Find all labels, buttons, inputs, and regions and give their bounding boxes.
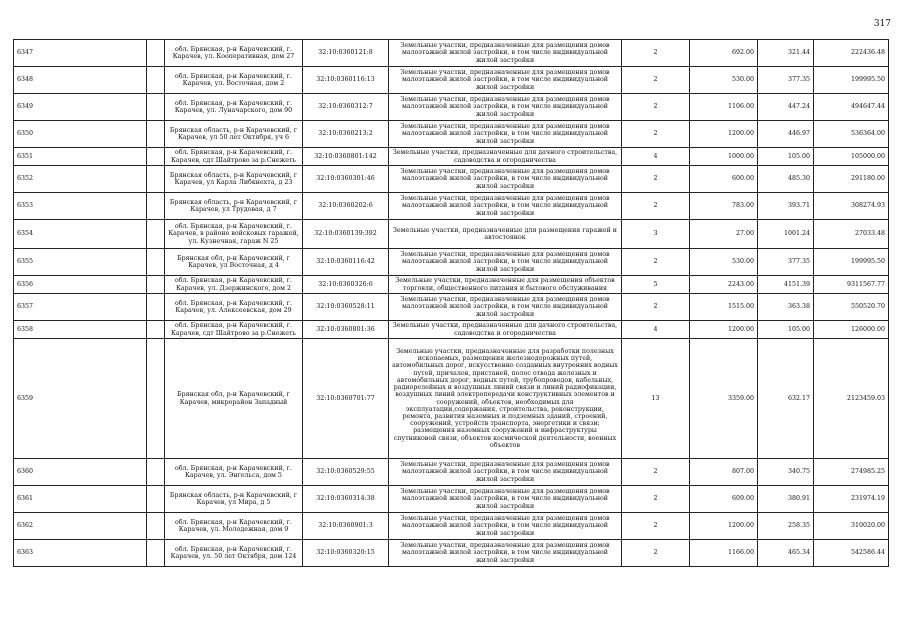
row-land-use: Земельные участки, предназначенные для размещения домов малоэтажной жилой застройки, в том числе индивидуальной жилой застройки: [389, 166, 622, 193]
row-area: 1000.00: [690, 148, 758, 166]
row-specific-value: 377.35: [758, 249, 814, 276]
row-cadastral-number: 32:10:0360801:36: [303, 321, 389, 339]
row-cadastral-value: 274985.25: [814, 459, 889, 486]
row-group: 2: [622, 294, 690, 321]
row-area: 807.00: [690, 459, 758, 486]
row-specific-value: 446.97: [758, 121, 814, 148]
row-cadastral-value: 27033.48: [814, 220, 889, 249]
row-id: 6363: [14, 540, 147, 567]
row-cadastral-value: 126000.00: [814, 321, 889, 339]
row-cadastral-number: 32:10:0360801:142: [303, 148, 389, 166]
row-specific-value: 485.30: [758, 166, 814, 193]
table-row: [14, 249, 889, 276]
row-group: 2: [622, 193, 690, 220]
row-address: обл. Брянская, р-н Карачевский, г. Карачев, ул. Алексеевская, дом 29: [165, 294, 303, 321]
row-blank-cell: [147, 121, 165, 148]
row-cadastral-number: 32:10:0360320:15: [303, 540, 389, 567]
table-row: [14, 294, 889, 321]
row-address: Брянская область, р-н Карачевский, г Карачев, ул Карла Либкнехта, д 23: [165, 166, 303, 193]
table-row: [14, 459, 889, 486]
row-specific-value: 4151.39: [758, 276, 814, 294]
row-specific-value: 258.35: [758, 513, 814, 540]
row-id: 6362: [14, 513, 147, 540]
row-group: 3: [622, 220, 690, 249]
row-group: 13: [622, 339, 690, 459]
table-row: [14, 486, 889, 513]
row-land-use: Земельные участки, предназначенные для разработки полезных ископаемых, размещения железнодорожных путей, автомобильных дорог, искусственно созданных внутренних водных путей, причалов, пристаней, полос отвода железных и автомобильных дорог, водных путей, трубопроводов, кабельных, радиорелейных и воздушных линий связи и линий радиофикации, воздушных линий электропередачи конструктивных элементов и сооружений, объектов, необходимых для эксплуатации,содержания, строительства, реконструкции, ремонта, развития наземных и подземных зданий, строений, сооружений, устройств транспорта, энергетики и связи; размещения наземных сооружений и инфраструктуры спутниковой связи, объектов космической деятельности, военных объектов: [389, 339, 622, 459]
row-area: 783.00: [690, 193, 758, 220]
row-land-use: Земельные участки, предназначенные для размещения объектов торговли, общественного питания и бытового обслуживания: [389, 276, 622, 294]
row-blank-cell: [147, 148, 165, 166]
row-group: 2: [622, 249, 690, 276]
row-blank-cell: [147, 67, 165, 94]
row-address: обл. Брянская, р-н Карачевский, г. Карачев, сдт Шайтрово за р.Снежеть: [165, 321, 303, 339]
row-group: 2: [622, 459, 690, 486]
row-specific-value: 380.91: [758, 486, 814, 513]
row-specific-value: 340.75: [758, 459, 814, 486]
row-specific-value: 632.17: [758, 339, 814, 459]
row-cadastral-number: 32:10:0360116:13: [303, 67, 389, 94]
table-row: [14, 540, 889, 567]
row-land-use: Земельные участки, предназначенные для размещения домов малоэтажной жилой застройки, в том числе индивидуальной жилой застройки: [389, 94, 622, 121]
row-id: 6351: [14, 148, 147, 166]
row-address: Брянская область, р-н Карачевский, г Карачев, ул 50 лет Октября, уч 6: [165, 121, 303, 148]
table-row: [14, 40, 889, 67]
row-id: 6354: [14, 220, 147, 249]
row-address: Брянская область, р-н Карачевский, г Карачев, ул Трудовая, д 7: [165, 193, 303, 220]
row-blank-cell: [147, 339, 165, 459]
row-cadastral-value: 542586.44: [814, 540, 889, 567]
row-land-use: Земельные участки, предназначенные для размещения домов малоэтажной жилой застройки, в том числе индивидуальной жилой застройки: [389, 249, 622, 276]
row-cadastral-number: 32:10:0360121:8: [303, 40, 389, 67]
row-specific-value: 105.00: [758, 321, 814, 339]
row-id: 6347: [14, 40, 147, 67]
row-land-use: Земельные участки, предназначенные для размещения домов малоэтажной жилой застройки, в том числе индивидуальной жилой застройки: [389, 486, 622, 513]
row-blank-cell: [147, 249, 165, 276]
row-land-use: Земельные участки, предназначенные для размещения домов малоэтажной жилой застройки, в том числе индивидуальной жилой застройки: [389, 67, 622, 94]
row-specific-value: 377.35: [758, 67, 814, 94]
row-id: 6352: [14, 166, 147, 193]
row-group: 2: [622, 40, 690, 67]
row-cadastral-number: 32:10:0360314:38: [303, 486, 389, 513]
row-cadastral-number: 32:10:0360901:3: [303, 513, 389, 540]
table-row: [14, 193, 889, 220]
row-address: обл. Брянская, р-н Карачевский, г. Карачев, ул. 50 лет Октября, дом 124: [165, 540, 303, 567]
row-cadastral-value: 494647.44: [814, 94, 889, 121]
cadastral-value-table: [13, 39, 889, 567]
row-cadastral-value: 308274.93: [814, 193, 889, 220]
row-address: обл. Брянская, р-н Карачевский, г. Карачев, ул. Энгельса, дом 5: [165, 459, 303, 486]
row-specific-value: 363.38: [758, 294, 814, 321]
row-group: 4: [622, 321, 690, 339]
row-address: обл. Брянская, р-н Карачевский, г. Карачев, ул. Кооперативная, дом 27: [165, 40, 303, 67]
table-row: [14, 321, 889, 339]
row-area: 27.00: [690, 220, 758, 249]
row-address: Брянская обл, р-н Карачевский, г Карачев, микрорайон Западный: [165, 339, 303, 459]
row-blank-cell: [147, 276, 165, 294]
row-specific-value: 465.34: [758, 540, 814, 567]
row-area: 609.00: [690, 486, 758, 513]
table-row: [14, 166, 889, 193]
row-address: обл. Брянская, р-н Карачевский, г. Карачев, в районе войсковых гаражей, ул. Кузнечная, гараж N 25: [165, 220, 303, 249]
row-specific-value: 1001.24: [758, 220, 814, 249]
row-land-use: Земельные участки, предназначенные для размещения гаражей и автостоянок: [389, 220, 622, 249]
row-area: 1515.00: [690, 294, 758, 321]
row-cadastral-number: 32:10:0360528:11: [303, 294, 389, 321]
row-specific-value: 321.44: [758, 40, 814, 67]
row-cadastral-value: 105000.00: [814, 148, 889, 166]
row-address: обл. Брянская, р-н Карачевский, г. Карачев, ул. Дзержинского, дом 2: [165, 276, 303, 294]
row-land-use: Земельные участки, предназначенные для размещения домов малоэтажной жилой застройки, в том числе индивидуальной жилой застройки: [389, 193, 622, 220]
row-blank-cell: [147, 166, 165, 193]
row-group: 2: [622, 513, 690, 540]
row-cadastral-value: 310020.00: [814, 513, 889, 540]
row-land-use: Земельные участки, предназначенные для размещения домов малоэтажной жилой застройки, в том числе индивидуальной жилой застройки: [389, 513, 622, 540]
row-blank-cell: [147, 294, 165, 321]
row-area: 530.00: [690, 67, 758, 94]
table-row: [14, 339, 889, 459]
row-blank-cell: [147, 459, 165, 486]
row-id: 6349: [14, 94, 147, 121]
row-land-use: Земельные участки, предназначенные для дачного строительства, садоводства и огородничества: [389, 148, 622, 166]
row-group: 2: [622, 540, 690, 567]
row-blank-cell: [147, 321, 165, 339]
row-group: 2: [622, 166, 690, 193]
row-land-use: Земельные участки, предназначенные для размещения домов малоэтажной жилой застройки, в том числе индивидуальной жилой застройки: [389, 540, 622, 567]
row-land-use: Земельные участки, предназначенные для размещения домов малоэтажной жилой застройки, в том числе индивидуальной жилой застройки: [389, 459, 622, 486]
row-area: 1106.00: [690, 94, 758, 121]
row-cadastral-number: 32:10:0360139:392: [303, 220, 389, 249]
row-blank-cell: [147, 40, 165, 67]
row-cadastral-number: 32:10:0360701:77: [303, 339, 389, 459]
page-number: 317: [873, 19, 891, 29]
row-id: 6358: [14, 321, 147, 339]
row-id: 6357: [14, 294, 147, 321]
row-id: 6359: [14, 339, 147, 459]
row-land-use: Земельные участки, предназначенные для размещения домов малоэтажной жилой застройки, в том числе индивидуальной жилой застройки: [389, 121, 622, 148]
row-group: 2: [622, 486, 690, 513]
row-id: 6361: [14, 486, 147, 513]
row-area: 1200.00: [690, 321, 758, 339]
row-cadastral-value: 291180.00: [814, 166, 889, 193]
row-group: 2: [622, 121, 690, 148]
row-group: 4: [622, 148, 690, 166]
row-area: 1200.00: [690, 121, 758, 148]
row-cadastral-number: 32:10:0360301:46: [303, 166, 389, 193]
row-id: 6356: [14, 276, 147, 294]
row-group: 2: [622, 67, 690, 94]
row-blank-cell: [147, 513, 165, 540]
row-address: Брянская обл, р-н Карачевский, г Карачев, ул Восточная, д 4: [165, 249, 303, 276]
table-row: [14, 67, 889, 94]
row-cadastral-number: 32:10:0360312:7: [303, 94, 389, 121]
row-cadastral-value: 9311567.77: [814, 276, 889, 294]
row-address: обл. Брянская, р-н Карачевский, г. Карачев, ул. Луначарского, дом 90: [165, 94, 303, 121]
table-body: [14, 40, 889, 567]
row-blank-cell: [147, 540, 165, 567]
row-area: 1200.00: [690, 513, 758, 540]
row-cadastral-value: 199995.50: [814, 249, 889, 276]
row-cadastral-value: 222436.48: [814, 40, 889, 67]
row-id: 6348: [14, 67, 147, 94]
row-cadastral-value: 2123459.03: [814, 339, 889, 459]
table-row: [14, 121, 889, 148]
row-cadastral-value: 536364.00: [814, 121, 889, 148]
row-blank-cell: [147, 94, 165, 121]
row-land-use: Земельные участки, предназначенные для размещения домов малоэтажной жилой застройки, в том числе индивидуальной жилой застройки: [389, 40, 622, 67]
row-specific-value: 393.71: [758, 193, 814, 220]
row-cadastral-number: 32:10:0360213:2: [303, 121, 389, 148]
row-cadastral-number: 32:10:0360326:6: [303, 276, 389, 294]
row-area: 692.00: [690, 40, 758, 67]
table-row: [14, 513, 889, 540]
row-area: 600.00: [690, 166, 758, 193]
row-group: 2: [622, 94, 690, 121]
row-specific-value: 447.24: [758, 94, 814, 121]
row-cadastral-number: 32:10:0360202:6: [303, 193, 389, 220]
row-address: обл. Брянская, р-н Карачевский, г. Карачев, ул. Молодежная, дом 9: [165, 513, 303, 540]
row-blank-cell: [147, 193, 165, 220]
row-cadastral-number: 32:10:0360116:42: [303, 249, 389, 276]
row-cadastral-value: 199995.50: [814, 67, 889, 94]
row-land-use: Земельные участки, предназначенные для размещения домов малоэтажной жилой застройки, в том числе индивидуальной жилой застройки: [389, 294, 622, 321]
row-area: 3359.00: [690, 339, 758, 459]
row-id: 6353: [14, 193, 147, 220]
row-address: обл. Брянская, р-н Карачевский, г. Карачев, сдт Шайтрово за р.Снежеть: [165, 148, 303, 166]
row-id: 6350: [14, 121, 147, 148]
table-row: [14, 148, 889, 166]
table-row: [14, 94, 889, 121]
row-specific-value: 105.00: [758, 148, 814, 166]
row-group: 5: [622, 276, 690, 294]
table-row: [14, 276, 889, 294]
row-cadastral-value: 550520.70: [814, 294, 889, 321]
row-cadastral-value: 231974.19: [814, 486, 889, 513]
row-address: обл. Брянская, р-н Карачевский, г. Карачев, ул. Восточная, дом 2: [165, 67, 303, 94]
row-id: 6360: [14, 459, 147, 486]
row-blank-cell: [147, 220, 165, 249]
row-address: Брянская область, р-н Карачевский, г Карачев, ул Мира, д 5: [165, 486, 303, 513]
row-land-use: Земельные участки, предназначенные для дачного строительства, садоводства и огородничества: [389, 321, 622, 339]
row-cadastral-number: 32:10:0360529:55: [303, 459, 389, 486]
row-area: 530.00: [690, 249, 758, 276]
table-row: [14, 220, 889, 249]
row-blank-cell: [147, 486, 165, 513]
row-area: 1166.00: [690, 540, 758, 567]
row-id: 6355: [14, 249, 147, 276]
row-area: 2243.00: [690, 276, 758, 294]
